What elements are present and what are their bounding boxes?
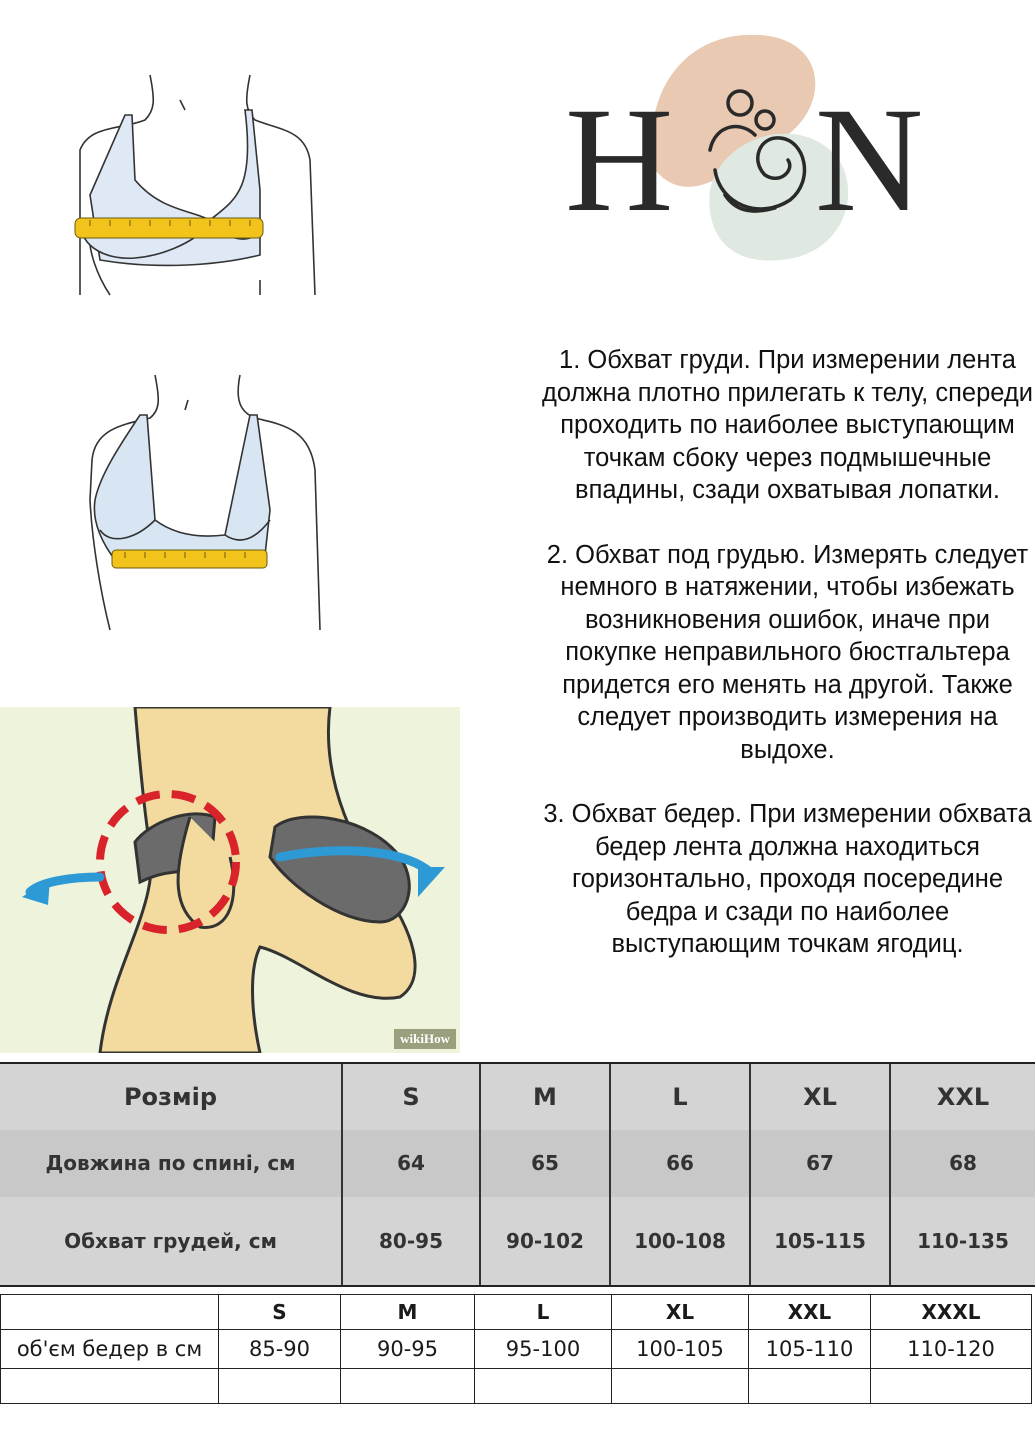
instruction-bust: 1. Обхват груди. При измерении лента должна плотно прилегать к телу, спереди проходить по наиболее выступающим точкам сбоку через подмышечные впадины, сзади охватывая лопатки. — [542, 346, 1033, 504]
table-cell: 110-120 — [871, 1330, 1032, 1369]
table-cell — [871, 1369, 1032, 1404]
measurement-instructions — [540, 344, 1035, 993]
hips-measurement-illustration — [0, 707, 460, 1053]
table-cell — [612, 1369, 749, 1404]
size-table-header — [0, 1064, 1035, 1130]
table-cell: 66 — [610, 1130, 750, 1196]
hip-size-table — [0, 1294, 1031, 1404]
table-cell: 90-95 — [341, 1330, 475, 1369]
instruction-underbust: 2. Обхват под грудью. Измерять следует немного в натяжении, чтобы избежать возникновения ошибок, иначе при покупке неправильного бюстгальтера придется его менять на другой. Также следует производить измерения на выдохе. — [546, 540, 1029, 764]
table-cell: Довжина по спині, см — [0, 1130, 342, 1196]
table-cell: XXL — [890, 1064, 1035, 1130]
table-cell — [1, 1369, 219, 1404]
table-cell: M — [480, 1064, 610, 1130]
brand-logo — [560, 20, 940, 280]
table-cell: об'єм бедер в см — [1, 1330, 219, 1369]
table-cell: 90-102 — [480, 1197, 610, 1285]
table-cell — [341, 1369, 475, 1404]
table-cell — [1, 1295, 219, 1330]
underbust-measurement-illustration — [80, 370, 340, 635]
table-cell: 105-115 — [750, 1197, 890, 1285]
table-cell: 68 — [890, 1130, 1035, 1196]
table-cell — [219, 1369, 341, 1404]
instruction-hips: 3. Обхват бедер. При измерении обхвата бедер лента должна находиться горизонтально, проходя посередине бедра и сзади по наиболее выступающим точкам ягодиц. — [543, 800, 1032, 958]
size-table — [0, 1062, 1035, 1287]
table-cell: XL — [612, 1295, 749, 1330]
table-cell: M — [341, 1295, 475, 1330]
table-row — [0, 1197, 1035, 1285]
table-cell: 110-135 — [890, 1197, 1035, 1285]
table-cell: 64 — [342, 1130, 480, 1196]
table-cell: 95-100 — [475, 1330, 612, 1369]
table-cell: Обхват грудей, см — [0, 1197, 342, 1285]
table-cell: 85-90 — [219, 1330, 341, 1369]
table-cell: L — [610, 1064, 750, 1130]
table-cell — [749, 1369, 871, 1404]
table-cell: S — [219, 1295, 341, 1330]
logo-letter-h: H — [565, 77, 674, 243]
table-row — [1, 1330, 1032, 1369]
table-cell: 67 — [750, 1130, 890, 1196]
hip-table-header — [1, 1295, 1032, 1330]
logo-letter-n: N — [815, 77, 924, 243]
table-cell: Розмір — [123, 1083, 218, 1112]
table-row — [1, 1369, 1032, 1404]
table-cell: 65 — [480, 1130, 610, 1196]
table-cell: L — [475, 1295, 612, 1330]
table-cell: 100-108 — [610, 1197, 750, 1285]
table-cell: 100-105 — [612, 1330, 749, 1369]
table-cell: XXXL — [871, 1295, 1032, 1330]
table-cell: S — [342, 1064, 480, 1130]
wikihow-badge: wikiHow — [394, 1029, 456, 1049]
table-row — [0, 1130, 1035, 1196]
table-cell: 80-95 — [342, 1197, 480, 1285]
bust-measurement-illustration — [70, 70, 330, 300]
table-cell: XXL — [749, 1295, 871, 1330]
table-cell: 105-110 — [749, 1330, 871, 1369]
table-cell: XL — [750, 1064, 890, 1130]
table-cell — [475, 1369, 612, 1404]
